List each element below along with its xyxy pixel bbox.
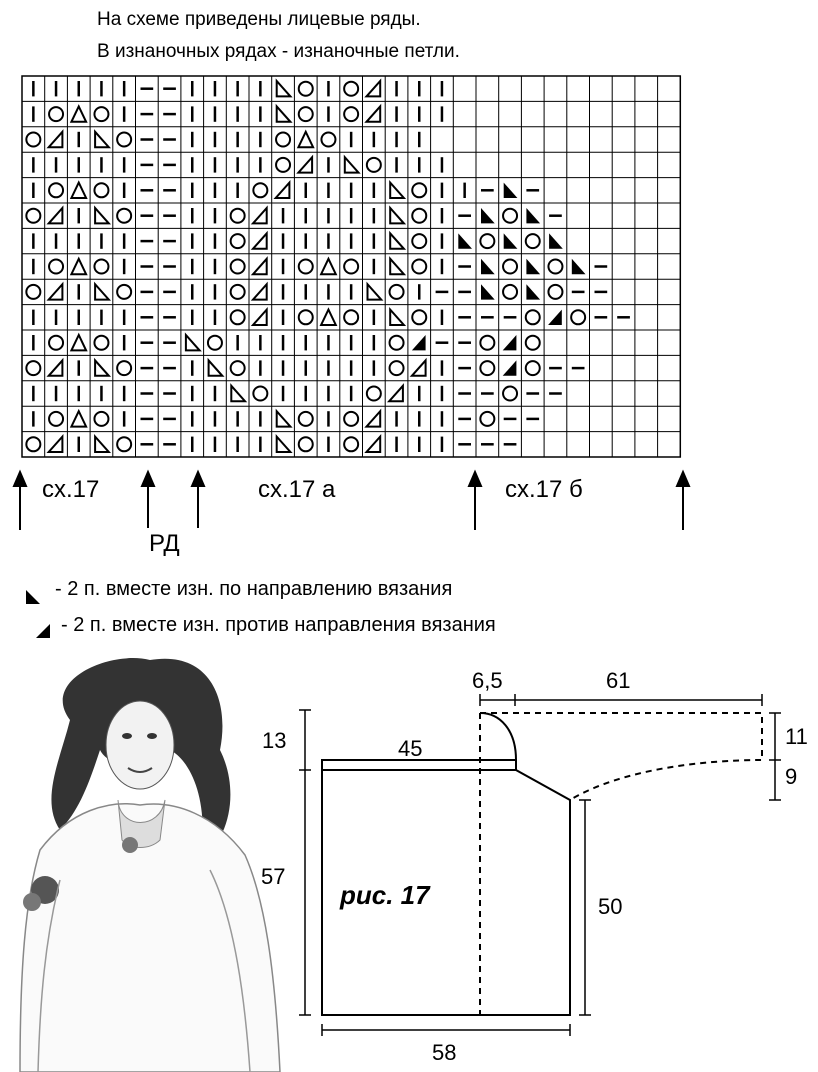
dim-9: 9 <box>785 764 798 789</box>
label-rd: РД <box>149 530 180 557</box>
legend-item-2: - 2 п. вместе изн. против направления вязания <box>61 614 496 636</box>
figure-title: рис. 17 <box>340 880 430 910</box>
note-line-1: На схеме приведены лицевые ряды. <box>97 9 421 30</box>
label-sh17: сх.17 <box>42 476 100 503</box>
legend-item-1: - 2 п. вместе изн. по направлению вязания <box>55 578 453 600</box>
dim-57: 57 <box>261 864 286 889</box>
label-sh17a: сх.17 а <box>258 476 336 503</box>
dim-58: 58 <box>432 1040 457 1065</box>
dim-50: 50 <box>598 894 623 919</box>
label-sh17b: сх.17 б <box>505 476 583 503</box>
note-line-2: В изнаночных рядах - изнаночные петли. <box>97 41 460 62</box>
dim-61: 61 <box>606 668 631 693</box>
dim-13: 13 <box>262 728 287 753</box>
dim-11: 11 <box>785 724 808 749</box>
dim-45: 45 <box>398 736 423 761</box>
dim-6-5: 6,5 <box>472 668 503 693</box>
